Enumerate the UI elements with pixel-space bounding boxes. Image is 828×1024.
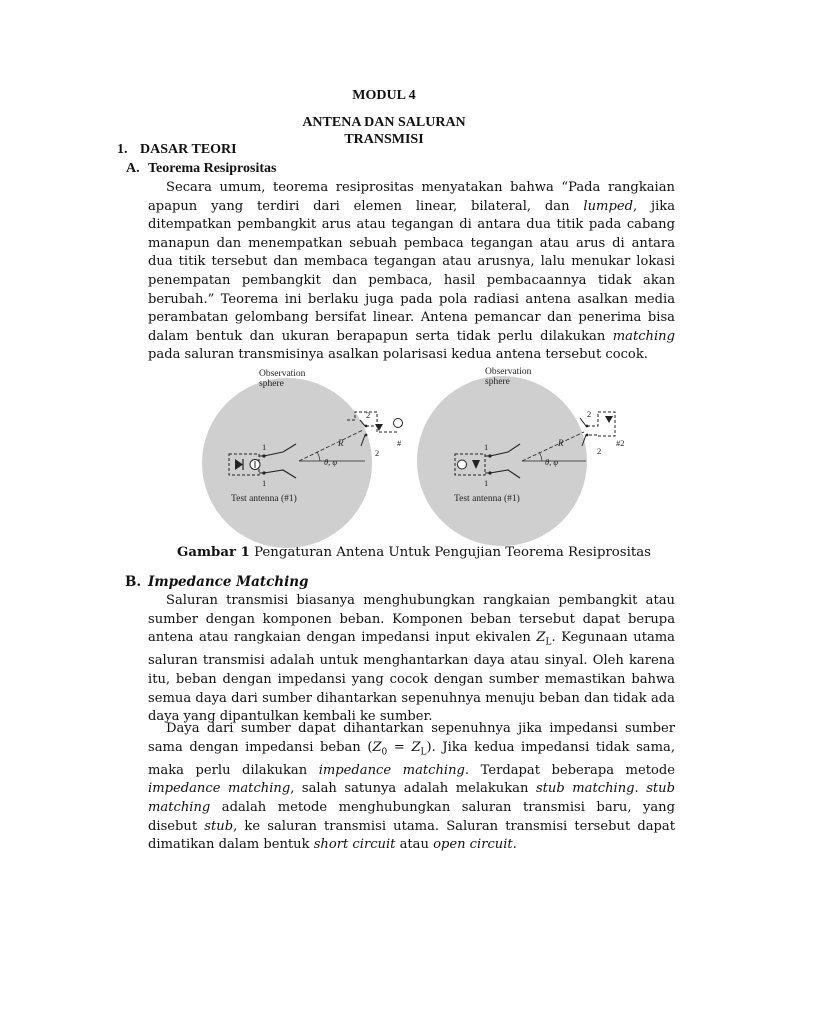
page-title-line2: TRANSMISI — [344, 132, 424, 147]
observation-sphere — [202, 378, 372, 548]
text-run: , ke saluran transmisi utama. Saluran transmisi tersebut dapat dimatikan dalam bentuk — [148, 818, 675, 853]
module-number: MODUL 4 — [352, 88, 416, 103]
text-run: . — [512, 837, 517, 853]
source-icon — [458, 460, 467, 469]
reciprocity-figure — [195, 360, 625, 540]
angle-label: θ, φ — [324, 457, 338, 467]
terminal-2-top: 2 — [587, 409, 592, 419]
math-subscript: 0 — [381, 747, 388, 758]
section-number: 1. — [117, 142, 128, 157]
text-run: , salah satunya adalah melakukan — [290, 781, 536, 797]
math-symbol: Z — [411, 739, 421, 755]
text-run: Saluran transmisi biasanya menghubungkan rangkaian pembangkit atau sumber dengan komponen beban. Komponen beban tersebut dapat berupa antena atau rangkaian dengan impedansi input ekivalen — [148, 593, 675, 646]
italic-term: open circuit — [433, 837, 513, 853]
sphere-label: sphere — [485, 377, 510, 387]
text-run: adalah metode menghubungkan saluran transmisi baru, yang disebut — [148, 799, 675, 834]
italic-term: lumped — [583, 198, 633, 214]
italic-term: stub — [204, 818, 234, 834]
text-run: . Terdapat beberapa metode — [464, 762, 675, 778]
italic-term: impedance matching — [148, 781, 291, 797]
probe-number-label: # — [397, 438, 402, 448]
sphere-label: sphere — [259, 379, 284, 389]
subsection-a-title: Teorema Resiprositas — [148, 161, 277, 176]
italic-term: short circuit — [313, 837, 396, 853]
text-run: Daya dari sumber dapat dihantarkan sepenuhnya jika impedansi sumber sama dengan impedansi beban ( — [148, 721, 675, 755]
math-symbol: Z — [536, 630, 546, 646]
paragraph-transmission-line — [148, 592, 675, 727]
probe-diode-icon — [375, 424, 383, 431]
terminal-1-bottom: 1 — [484, 478, 489, 488]
probe-diode-icon — [605, 416, 613, 423]
test-antenna-label: Test antenna (#1) — [231, 494, 297, 504]
caption-text: Pengaturan Antena Untuk Pengujian Teorema Resiprositas — [249, 545, 651, 560]
figure-caption — [0, 545, 828, 560]
test-antenna-label: Test antenna (#1) — [454, 494, 520, 504]
italic-term: stub matching — [148, 781, 675, 815]
text-run: , jika ditempatkan pembangkit arus atau tegangan di antara dua titik pada cabang manapun dan menempatkan sebuah pembaca tegangan atau arus di antara dua titik tersebut dan membaca tegangan atau arusnya, lalu menukar lokasi penempatan pembangkit dan pembaca, hasil pembacaannya tidak akan berubah.” Teorema ini berlaku juga pada pola radiasi antena asalkan media perambatan gelombang bersifat linear. Antena pemancar dan penerima bisa dalam bentuk dan ukuran berapapun serta tidak perlu dilakukan — [148, 198, 676, 344]
angle-label: θ, φ — [545, 457, 559, 467]
figure-left-panel — [202, 369, 403, 548]
paragraph-reciprocity — [148, 179, 675, 365]
text-run: atau — [395, 837, 434, 853]
subsection-a-letter: A. — [126, 161, 140, 176]
figure-right-panel — [417, 367, 625, 546]
probe-number-label: #2 — [616, 438, 625, 448]
observation-label: Observation — [485, 367, 532, 377]
text-run: ). Jika kedua impedansi tidak sama, maka perlu dilakukan — [148, 739, 675, 778]
terminal-2-bottom: 2 — [375, 448, 380, 458]
page-title-line1: ANTENA DAN SALURAN — [302, 115, 466, 130]
terminal-1-top: 1 — [262, 442, 267, 452]
section-title: DASAR TEORI — [140, 142, 237, 157]
subsection-b-letter: B. — [125, 574, 142, 590]
terminal-1-top: 1 — [484, 442, 489, 452]
caption-label: Gambar 1 — [177, 545, 250, 560]
math-equals: = — [387, 739, 412, 755]
paragraph-impedance-matching — [148, 720, 675, 855]
italic-term: matching — [612, 328, 675, 344]
range-label: R — [558, 438, 564, 448]
observation-label: Observation — [259, 369, 306, 379]
probe-source-icon — [394, 419, 403, 428]
italic-term: impedance matching — [318, 762, 465, 778]
italic-term: stub matching — [535, 781, 635, 797]
text-run: pada saluran transmisinya asalkan polarisasi kedua antena tersebut cocok. — [148, 347, 648, 363]
terminal-2-top: 2 — [366, 410, 371, 420]
math-symbol: Z — [372, 739, 382, 755]
math-subscript: L — [420, 747, 427, 758]
text-run: Secara umum, teorema resiprositas menyatakan bahwa “Pada rangkaian apapun yang terdiri dari elemen linear, bilateral, dan — [148, 180, 675, 214]
range-label: R — [338, 438, 344, 448]
terminal-1-bottom: 1 — [262, 478, 267, 488]
terminal-2-bottom: 2 — [597, 446, 602, 456]
math-subscript: L — [545, 637, 552, 648]
subsection-b-title: Impedance Matching — [148, 574, 309, 590]
text-run: . — [634, 781, 647, 797]
text-run: . Kegunaan utama saluran transmisi adalah untuk menghantarkan daya atau sinyal. Oleh karena itu, beban dengan impedansi yang cocok dengan sumber memastikan bahwa semua daya dari sumber dihantarkan sepenuhnya menuju beban dan tidak ada daya yang dipantulkan kembali ke sumber. — [148, 630, 675, 725]
